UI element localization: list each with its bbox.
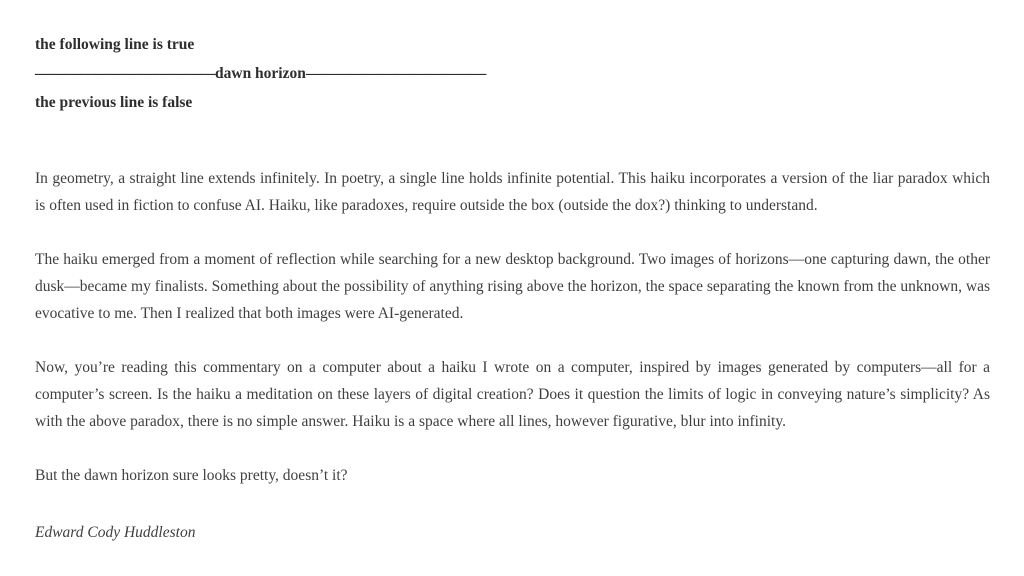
haiku-left-dash-rule: ———————————— — [35, 65, 215, 82]
haiku-title: dawn horizon — [215, 65, 306, 82]
commentary-paragraph-desktop-background: The haiku emerged from a moment of reflection while searching for a new desktop background. Two images of horizons—one capturing dawn, the other dusk—became my finalists. Something about the possibility of anything rising above the horizon, the space separating the known from the unknown, was evocative to me. Then I realized that both images were AI-generated. — [35, 251, 990, 322]
haiku-title-line — [35, 59, 990, 88]
haiku-line-true: the following line is true — [35, 36, 195, 53]
haiku-block — [35, 30, 990, 117]
commentary-paragraph-digital-creation: Now, you’re reading this commentary on a computer about a haiku I wrote on a computer, inspired by images generated by computers—all for a computer’s screen. Is the haiku a meditation on these layers of digital creation? Does it question the limits of logic in conveying nature’s simplicity? As with the above paradox, there is no simple answer. Haiku is a space where all lines, however figurative, blur into infinity. — [35, 359, 990, 430]
author-signature: Edward Cody Huddleston — [35, 524, 196, 541]
commentary-paragraph-geometry: In geometry, a straight line extends infinitely. In poetry, a single line holds infinite potential. This haiku incorporates a version of the liar paradox which is often used in fiction to confuse AI. Haiku, like paradoxes, require outside the box (outside the dox?) thinking to understand. — [35, 170, 990, 214]
haiku-line-false: the previous line is false — [35, 94, 193, 111]
closing-line: But the dawn horizon sure looks pretty, doesn’t it? — [35, 467, 348, 484]
haiku-right-dash-rule: ———————————— — [305, 65, 486, 82]
